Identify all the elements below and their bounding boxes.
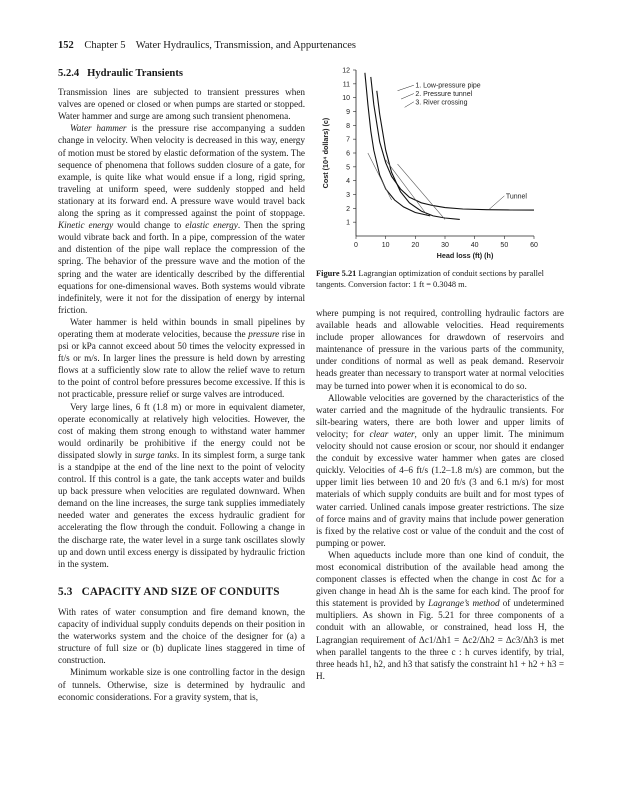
x-axis-label: Head loss (ft) (h)	[436, 251, 494, 260]
section-5-2-4-heading: 5.2.4 Hydraulic Transients	[58, 68, 183, 79]
running-header	[58, 40, 356, 51]
x-tick-label: 50	[500, 242, 509, 249]
left-column	[58, 68, 305, 703]
x-tick-label: 60	[530, 242, 538, 249]
series-line-3	[377, 91, 460, 220]
running-title: Chapter 5 Water Hydraulics, Transmission, and Appurtenances	[84, 40, 357, 51]
term: elastic energy	[185, 220, 238, 231]
legend-leader	[401, 94, 414, 100]
section-5-3-heading: 5.3 CAPACITY AND SIZE OF CONDUITS	[58, 585, 280, 598]
y-tick-label: 1	[346, 219, 350, 227]
figure-label: Figure 5.21	[316, 269, 357, 278]
page-number: 152	[58, 40, 74, 51]
y-tick-label: 7	[346, 136, 350, 144]
term: Kinetic energy	[58, 220, 114, 231]
y-tick-label: 10	[342, 95, 350, 103]
paragraph: Very large lines, 6 ft (1.8 m) or more in equivalent diameter, operate economically at relatively high velocities. However, the cost of making them strong enough to withstand water hammer would ordinarily be prohibitive if the energy could not be dissipated slowly in surge tanks. In its simplest form, a surge tank is a standpipe at the end of the line next to the point of velocity control. If this control is a gate, the tank accepts water and builds up back pressure when velocities are regulated downward. When demand on the line increases, the surge tank supplies immediately needed water and generates the excess hydraulic gradient for accelerating the flow through the conduit. Following a change in the discharge rate, the water level in a surge tank oscillates slowly up and down until excess energy is dissipated by hydraulic friction in the system.	[58, 401, 305, 569]
paragraph: Water hammer is held within bounds in small pipelines by operating them at moderate velocities, because the pressure rise in psi or kPa cannot exceed about 50 times the velocity expressed in ft/s or m/s. In larger lines the pressure is held down by arresting flows at a sufficiently slow rate to allow the relief wave to return to the point of control before pressures become excessive. If this is not practicable, pressure relief or surge valves are introduced.	[58, 316, 305, 400]
y-tick-label: 6	[346, 150, 350, 158]
term: Lagrange’s method	[428, 598, 500, 609]
annotation-leader	[490, 196, 505, 209]
legend-leader	[398, 85, 414, 91]
paragraph: Water hammer is the pressure rise accompanying a sudden change in velocity. When velocity is decreased in this way, energy of motion must be stored by elastic deformation of the system. The sequence of phenomena that follows sudden closure of a gate, for example, is quite like what would ensue if a long, rigid spring, traveling at uniform speed, were suddenly stopped and held stationary at its forward end. A pressure wave would travel back along the spring as it compressed against the point of stoppage. Kinetic energy would change to elastic energy. Then the spring would vibrate back and forth. In a pipe, compression of the water and distention of the pipe wall replace the compression of the spring. The behavior of the pressure wave and the motion of the spring and the water are identically described by the differential equations for one-dimensional waves. Both systems would vibrate indefinitely, were it not for the dissipation of energy by internal friction.	[58, 123, 305, 315]
tangent-line-2	[386, 160, 428, 215]
paragraph: With rates of water consumption and fire demand known, the capacity of individual supply conduits depends on their position in the waterworks system and the choice of the designer for (a) a structure of full size or (b) duplicate lines staggered in time of construction.	[58, 606, 305, 666]
right-column	[316, 307, 564, 682]
paragraph: where pumping is not required, controlling hydraulic factors are available heads and allowable velocities. Head requirements include proper allowances for drawdown of reservoirs and maintenance of pressure in the various parts of the community, under conditions of normal as well as peak demand. Reservoir heads greater than necessary to transport water at normal velocities may be turned into power when it is economical to do so.	[316, 308, 564, 391]
y-tick-label: 8	[346, 122, 350, 130]
y-tick-label: 5	[346, 164, 350, 172]
term: pressure	[248, 328, 280, 339]
paragraph: Transmission lines are subjected to transient pressures when valves are opened or closed or when pumps are started or stopped. Water hammer and surge are among such transient phenomena.	[58, 87, 305, 122]
x-tick-label: 10	[381, 242, 390, 249]
x-tick-label: 40	[470, 242, 479, 249]
figure-5-21-chart	[316, 62, 566, 272]
y-tick-label: 11	[342, 81, 350, 89]
y-tick-label: 9	[346, 109, 350, 116]
y-tick-label: 4	[346, 178, 350, 186]
term: Water hammer	[70, 123, 127, 134]
term: surge tanks	[134, 449, 177, 460]
paragraph: When aqueducts include more than one kind of conduit, the most economical distribution of the available head among the component classes is effected when the change in cost Δc for a given change in head Δh is the same for each kind. The proof for this statement is provided by Lagrange’s method of undetermined multipliers. As shown in Fig. 5.21 for three components of a conduit with an allowable, or constrained, head loss H, the Lagrangian requirement of Δc1/Δh1 = Δc2/Δh2 = Δc3/Δh3 is met when parallel tangents to the three c : h curves identify, by trial, three heads h1, h2, and h3 that satisfy the constraint h1 + h2 + h3 = H.	[316, 549, 564, 681]
x-tick-label: 20	[411, 242, 420, 249]
annotation-tunnel: Tunnel	[505, 193, 527, 201]
legend-entry: 3. River crossing	[415, 99, 468, 107]
paragraph: Allowable velocities are governed by the characteristics of the water carried and the magnitude of the hydraulic transients. For silt-bearing waters, there are both lower and upper limits of velocity; for clear water, only an upper limit. The minimum velocity should not cause erosion or scour, nor should it endanger the conduit by excessive water hammer when gates are closed quickly. Velocities of 4–6 ft/s (1.2–1.8 m/s) are common, but the upper limit lies between 10 and 20 ft/s (3 and 6.1 m/s) for most materials of which supply conduits are built and for most types of water carried. Unlined canals impose greater restrictions. The size of force mains and of gravity mains that include power generation is fixed by the relative cost or value of the conduit and the cost of pumping or power.	[316, 392, 564, 548]
y-tick-label: 2	[346, 205, 350, 213]
y-axis-label: Cost (10⁴ dollars) (c)	[321, 117, 330, 189]
legend-leader	[405, 102, 414, 108]
legend-entry: 2. Pressure tunnel	[415, 91, 473, 99]
x-tick-label: 0	[354, 242, 358, 249]
y-tick-label: 12	[342, 67, 350, 75]
legend-entry: 1. Low-pressure pipe	[415, 82, 481, 90]
x-tick-label: 30	[441, 242, 449, 249]
paragraph: Minimum workable size is one controlling factor in the design of tunnels. Otherwise, size is determined by hydraulic and economic considerations. For a gravity system, that is,	[58, 667, 305, 702]
figure-caption: Figure 5.21 Lagrangian optimization of conduit sections by parallel tangents. Conversion factor: 1 ft = 0.3048 m.	[316, 269, 545, 289]
y-tick-label: 3	[346, 192, 350, 199]
term: clear water	[369, 428, 415, 439]
